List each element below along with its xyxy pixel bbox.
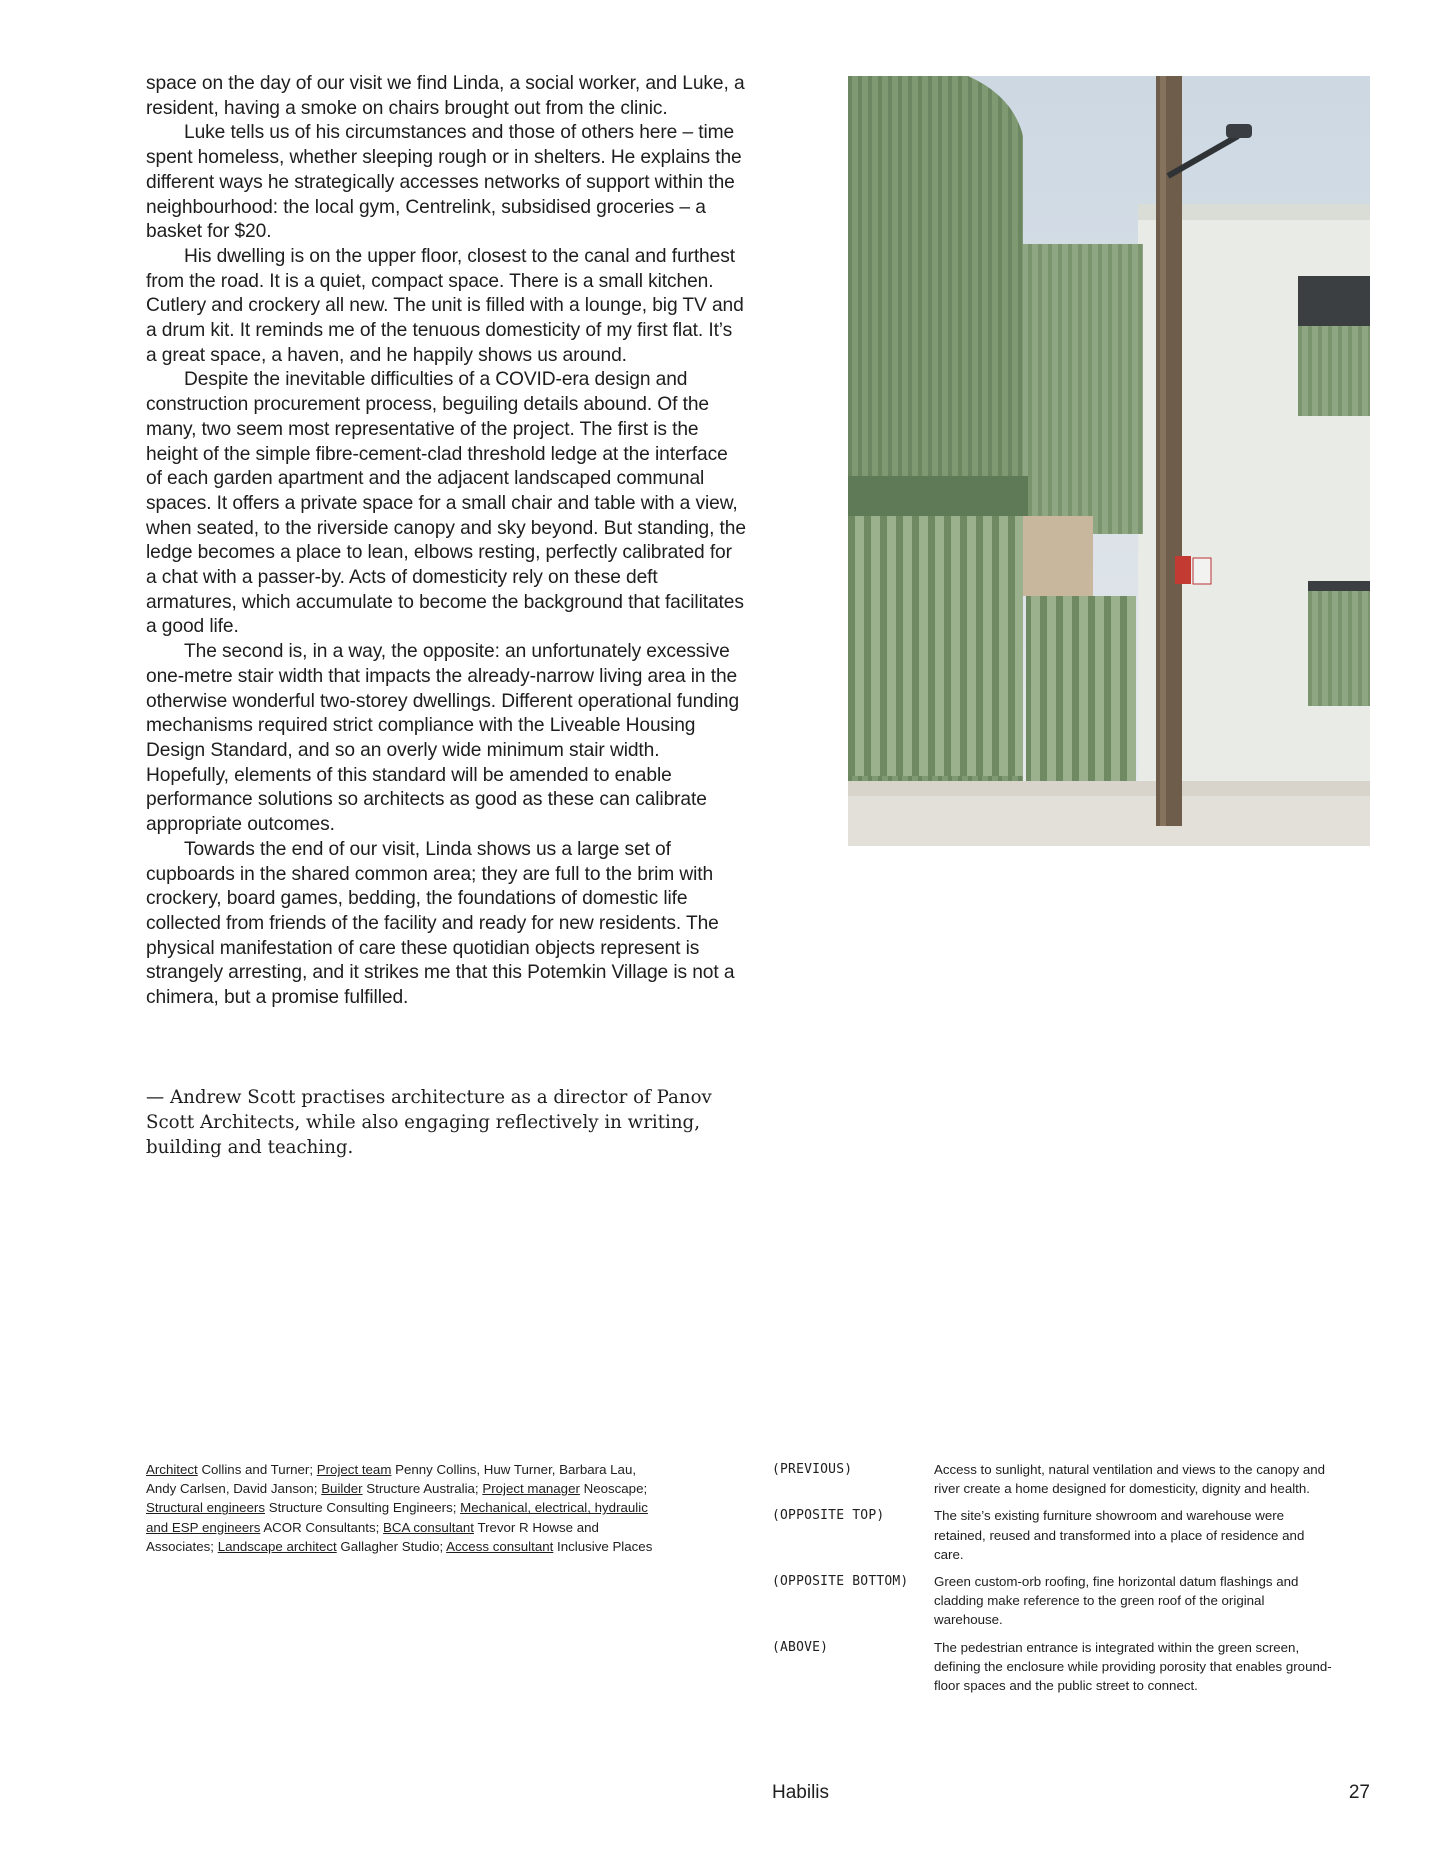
caption-tag: (ABOVE) [772,1639,829,1655]
paragraph: space on the day of our visit we find Linda, a social worker, and Luke, a resident, having a smoke on chairs brought out from the clinic. [146,73,745,119]
building-entrance-photo [848,76,1370,846]
credit-role: Access consultant [446,1538,554,1554]
credit-role: Architect [146,1462,198,1477]
credit-role: Project team [316,1462,392,1477]
photo-captions [772,1460,1342,1703]
caption-text: The pedestrian entrance is integrated within the green screen, defining the enclosure while providing porosity that enables ground-floor spaces and the public street to connect. [934,1639,1332,1694]
project-credits [146,1460,656,1556]
article-body [146,72,746,1011]
author-bio: — Andrew Scott practises architecture as a director of Panov Scott Architects, while also engaging reflectively in writing, building and teaching. [146,1087,712,1158]
credit-value: Inclusive Places [557,1538,653,1554]
caption-tag: (OPPOSITE BOTTOM) [772,1574,909,1590]
caption-text: The site’s existing furniture showroom and warehouse were retained, reused and transformed into a place of residence and care. [934,1508,1305,1562]
credit-value: Collins and Turner; [201,1462,314,1477]
credit-role: Mechanical, electrical, hydraulic and ESP engineers [146,1500,648,1535]
credit-value: Penny Collins, Huw Turner, Barbara Lau, Andy Carlsen, David Janson; [146,1462,637,1497]
credit-value: Structure Australia; [366,1481,479,1497]
credit-role: Structural engineers [146,1500,265,1516]
caption-tag: (OPPOSITE TOP) [772,1508,885,1524]
credit-role: Project manager [482,1481,580,1497]
page-number: 27 [1348,1782,1370,1803]
credit-role: Builder [321,1481,363,1497]
credit-value: Structure Consulting Engineers; [268,1500,457,1516]
paragraph: Towards the end of our visit, Linda shows us a large set of cupboards in the shared common area; they are full to the brim with crockery, board games, bedding, the foundations of domestic life collected from friends of the facility and ready for new residents. The physical manifestation of care these quotidian objects represent is strangely arresting, and it strikes me that this Potemkin Village is not a chimera, but a promise fulfilled. [146,838,735,1009]
paragraph: Despite the inevitable difficulties of a COVID-era design and construction procurement process, beguiling details abound. Of the many, two seem most representative of the project. The first is the height of the simple fibre-cement-clad threshold ledge at the interface of each garden apartment and the adjacent landscaped communal spaces. It offers a private space for a small chair and table with a view, when seated, to the riverside canopy and sky beyond. But standing, the ledge becomes a place to lean, elbows resting, perfectly calibrated for a chat with a passer-by. Acts of domesticity rely on these deft armatures, which accumulate to become the background that facilitates a good life. [146,369,746,638]
credit-role: BCA consultant [383,1519,474,1535]
caption-text: Access to sunlight, natural ventilation and views to the canopy and river create a home designed for domesticity, dignity and health. [934,1462,1326,1497]
caption-tag: (PREVIOUS) [772,1462,853,1477]
credit-value: Neoscape; [583,1481,648,1497]
caption [772,1506,1342,1564]
credit-role: Landscape architect [217,1538,337,1554]
credit-value: ACOR Consultants; [263,1519,380,1535]
caption [772,1572,1342,1630]
credit-value: Trevor R Howse and Associates; [146,1519,599,1554]
caption [772,1638,1342,1696]
paragraph: Luke tells us of his circumstances and those of others here – time spent homeless, whether sleeping rough or in shelters. He explains the different ways he strategically accesses networks of support within the neighbourhood: the local gym, Centrelink, subsidised groceries – a basket for $20. [146,122,742,243]
paragraph: The second is, in a way, the opposite: an unfortunately excessive one-metre stair width that impacts the already-narrow living area in the otherwise wonderful two-storey dwellings. Different operational funding mechanisms required strict compliance with the Liveable Housing Design Standard, and so an overly wide minimum stair width. Hopefully, elements of this standard will be amended to enable performance solutions so architects as good as these can calibrate appropriate outcomes. [146,641,740,836]
paragraph: His dwelling is on the upper floor, closest to the canal and furthest from the road. It is a quiet, compact space. There is a small kitchen. Cutlery and crockery all new. The unit is filled with a lounge, big TV and a drum kit. It reminds me of the tenuous domesticity of my first flat. It’s a great space, a haven, and he happily shows us around. [146,245,744,366]
publication-name: Habilis [772,1782,830,1803]
caption-text: Green custom-orb roofing, fine horizontal datum flashings and cladding make reference to the green roof of the original warehouse. [934,1574,1299,1628]
caption [772,1460,1342,1498]
credit-value: Gallagher Studio; [340,1538,444,1554]
